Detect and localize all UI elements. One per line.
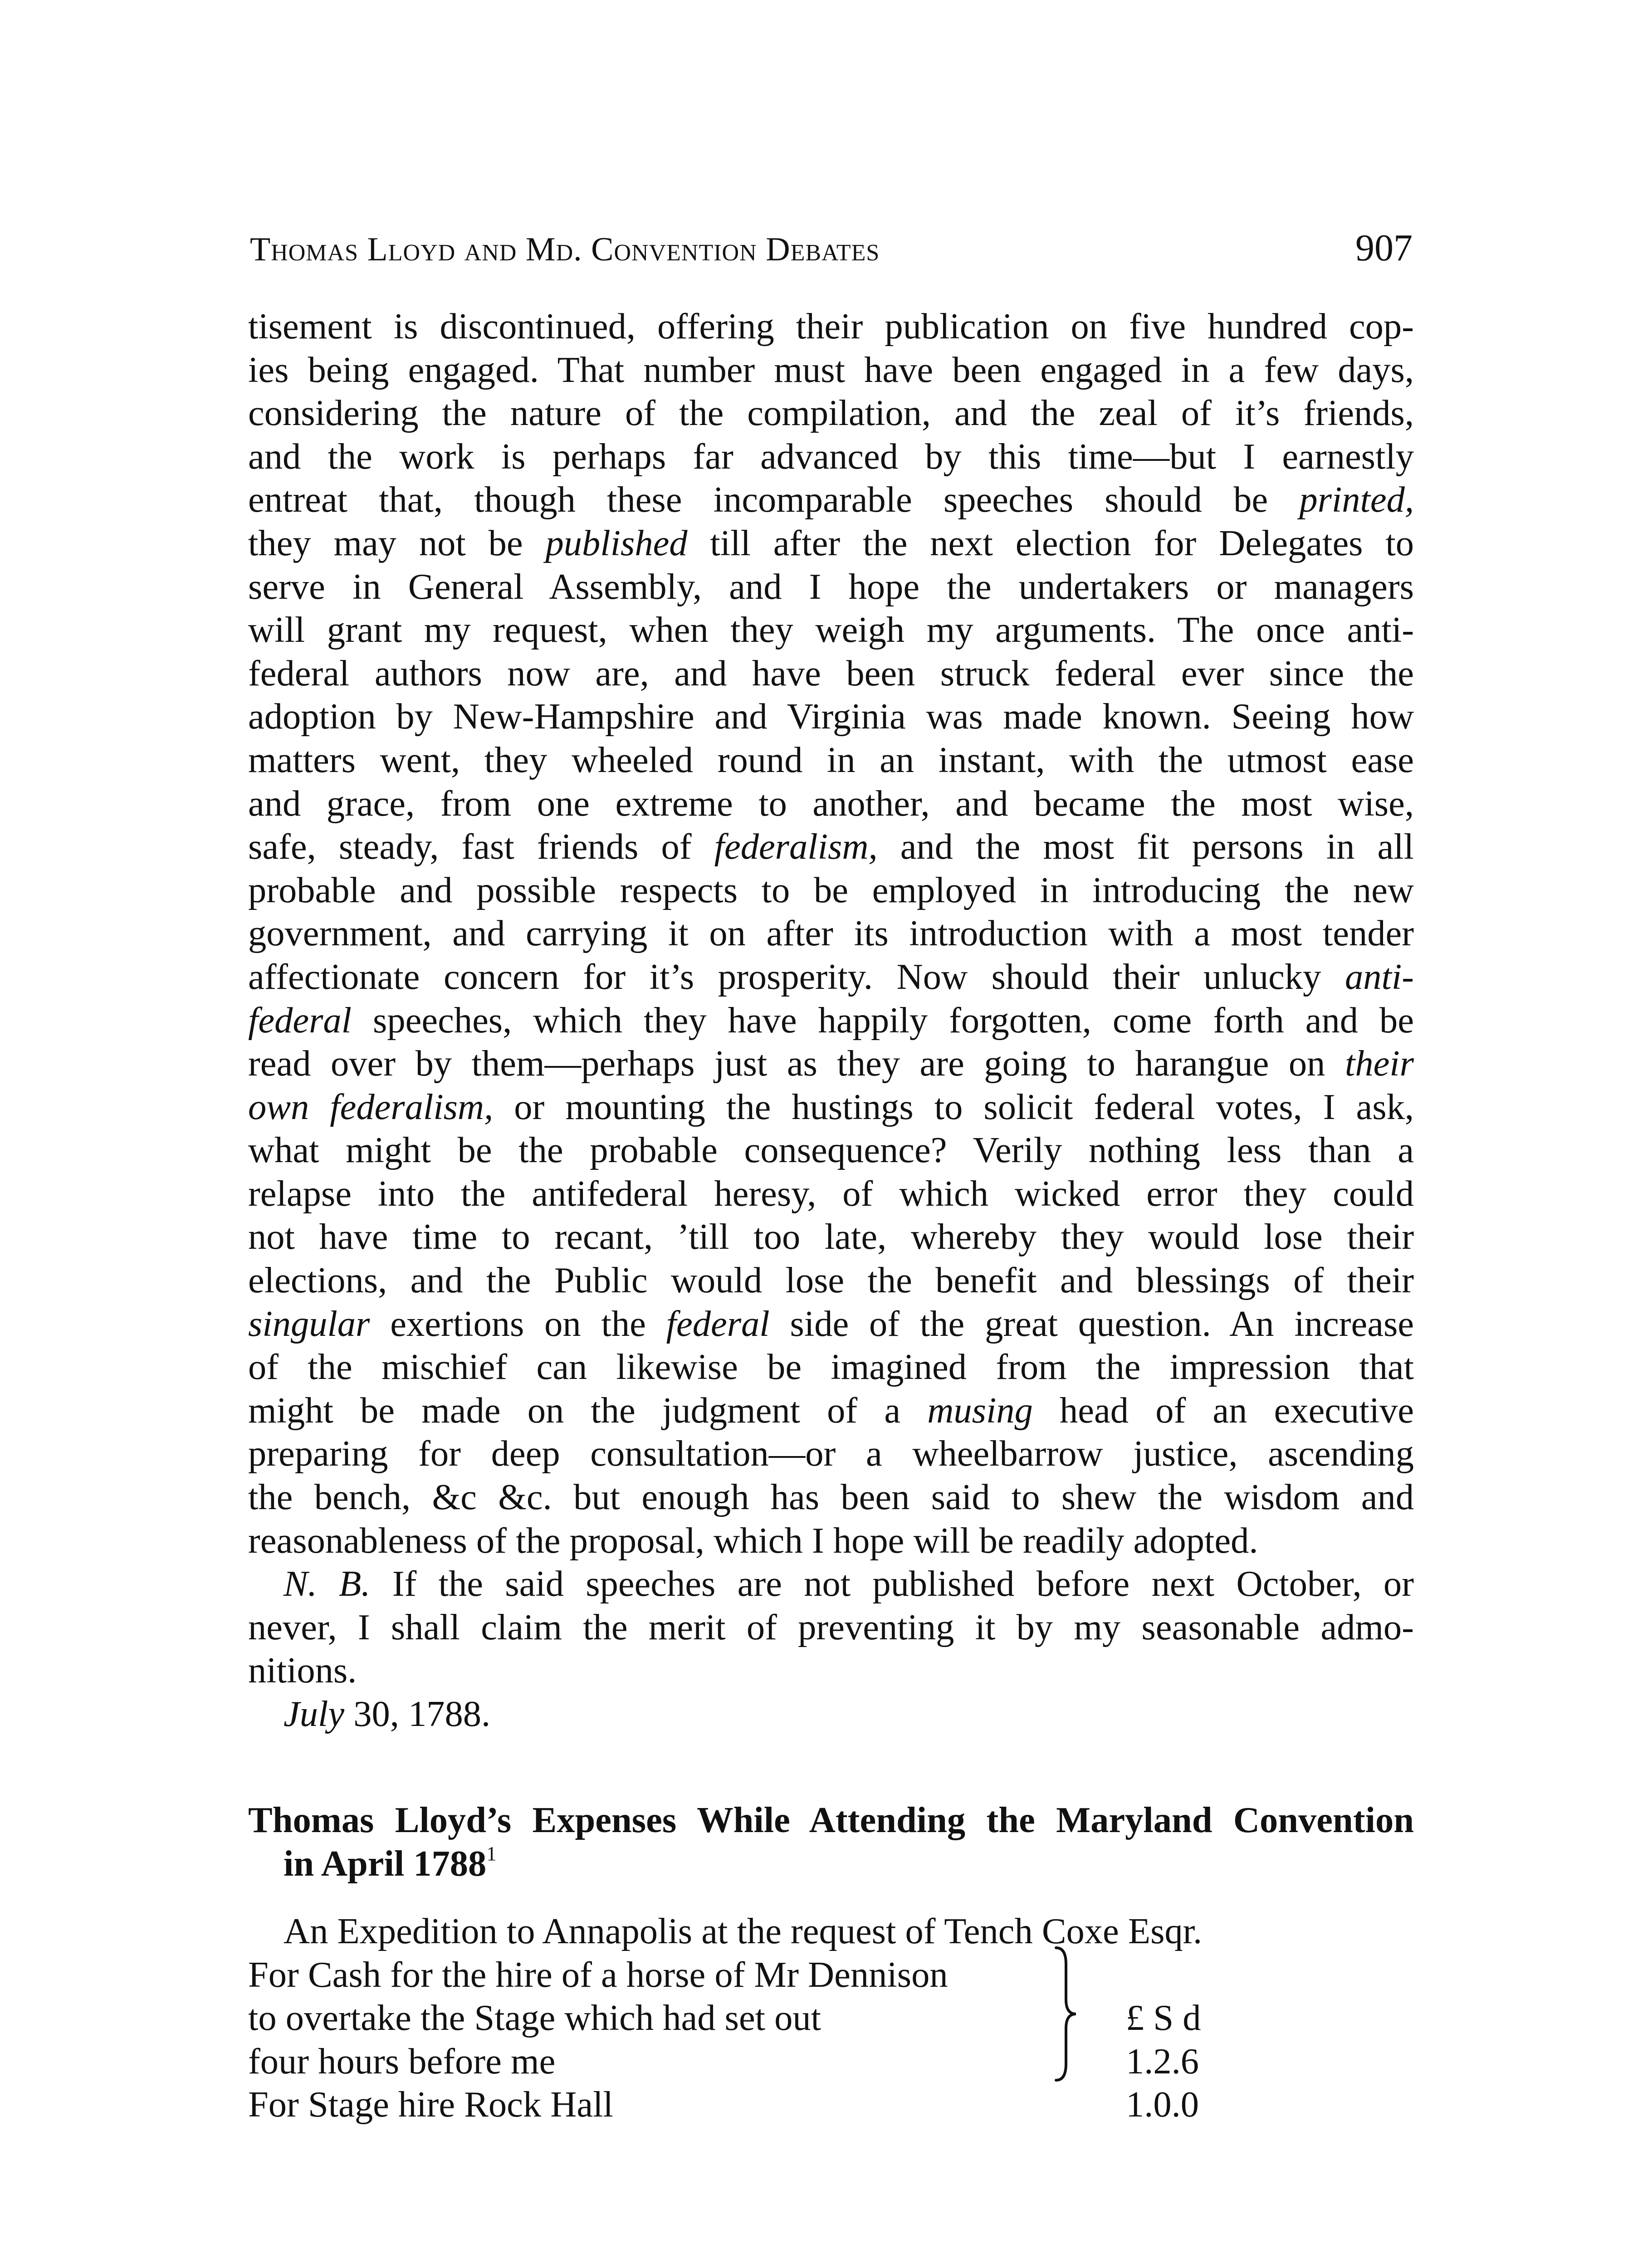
heading-line: Thomas Lloyd’s Expenses While Attending the Maryland Convention [248, 1800, 1414, 1840]
text-line: federal speeches, which they have happily forgotten, come forth and be [248, 1000, 1414, 1041]
text-line: ies being engaged. That number must have been engaged in a few days, [248, 349, 1414, 390]
body-text [248, 305, 1414, 1736]
text-line: nitions. [248, 1650, 357, 1691]
italic-text: published [545, 523, 688, 563]
text-line: affectionate concern for it’s prosperity. Now should their unlucky anti- [248, 956, 1414, 997]
italic-text: federal [666, 1303, 770, 1344]
italic-text: federal [248, 1000, 352, 1041]
text-line: and grace, from one extreme to another, and became the most wise, [248, 783, 1414, 824]
text-line: N. B. If the said speeches are not published before next October, or [284, 1564, 1414, 1604]
text-line: singular exertions on the federal side of the great question. An increase [248, 1303, 1414, 1344]
amount: 1.0.0 [1126, 2084, 1199, 2125]
footnote-marker: 1 [486, 1842, 497, 1865]
currency-header: £ S d [1126, 1998, 1201, 2038]
text-line: the bench, &c &c. but enough has been said to shew the wisdom and [248, 1477, 1414, 1518]
text-line: read over by them—perhaps just as they are going to harangue on their [248, 1043, 1414, 1084]
text-line: not have time to recant, ’till too late, whereby they would lose their [248, 1217, 1414, 1257]
amount: 1.2.6 [1126, 2041, 1199, 2082]
running-head [250, 226, 1413, 276]
text-line: relapse into the antifederal heresy, of which wicked error they could [248, 1173, 1414, 1214]
italic-text: printed, [1299, 479, 1414, 520]
account-row: to overtake the Stage which had set out £ S d [248, 1996, 1414, 2040]
text-line: will grant my request, when they weigh my arguments. The once anti- [248, 610, 1414, 650]
italic-text: July [284, 1694, 345, 1734]
account-row: For Cash for the hire of a horse of Mr Dennison [248, 1954, 948, 1995]
italic-text: singular [248, 1303, 370, 1344]
italic-text: musing [927, 1390, 1033, 1431]
text-line: government, and carrying it on after its introduction with a most tender [248, 913, 1414, 954]
text-line: serve in General Assembly, and I hope the undertakers or managers [248, 566, 1414, 607]
text-line: federal authors now are, and have been struck federal ever since the [248, 653, 1414, 694]
expense-account [248, 1910, 1414, 2126]
text-line: never, I shall claim the merit of preventing it by my seasonable admo- [248, 1607, 1414, 1647]
text-line: what might be the probable consequence? Verily nothing less than a [248, 1130, 1414, 1171]
account-row: For Stage hire Rock Hall 1.0.0 [248, 2083, 1414, 2126]
italic-text: own federalism, [248, 1086, 494, 1127]
text-line: tisement is discontinued, offering their publication on five hundred cop- [248, 306, 1414, 347]
text-line: reasonableness of the proposal, which I hope will be readily adopted. [248, 1520, 1258, 1561]
text-line: might be made on the judgment of a musing head of an executive [248, 1390, 1414, 1431]
text-line: safe, steady, fast friends of federalism, and the most fit persons in all [248, 826, 1414, 867]
text-line: they may not be published till after the next election for Delegates to [248, 523, 1414, 563]
text-line: preparing for deep consultation—or a wheelbarrow justice, ascending [248, 1433, 1414, 1474]
text-line: matters went, they wheeled round in an instant, with the utmost ease [248, 739, 1414, 780]
text-line: of the mischief can likewise be imagined from the impression that [248, 1347, 1414, 1388]
heading-line: in April 1788$^1$ [284, 1842, 497, 1884]
italic-text: federalism, [714, 826, 878, 867]
italic-text: their [1345, 1043, 1414, 1084]
text-line: entreat that, though these incomparable speeches should be printed, [248, 479, 1414, 520]
running-title: Thomas Lloyd and Md. Convention Debates [250, 231, 880, 268]
text-line: elections, and the Public would lose the benefit and blessings of their [248, 1260, 1414, 1301]
section-heading [248, 1799, 1414, 1885]
text-line: adoption by New-Hampshire and Virginia was made known. Seeing how [248, 696, 1414, 737]
text-line: considering the nature of the compilation, and the zeal of it’s friends, [248, 393, 1414, 434]
account-intro: An Expedition to Annapolis at the request of Tench Coxe Esqr. [284, 1911, 1203, 1951]
page-number: 907 [1355, 227, 1413, 269]
dateline: July 30, 1788. [284, 1694, 491, 1734]
right-brace [1052, 1946, 1080, 2082]
text-line: probable and possible respects to be employed in introducing the new [248, 870, 1414, 910]
italic-text: N. B. [284, 1564, 371, 1604]
account-row: four hours before me 1.2.6 [248, 2040, 1414, 2083]
text-line: and the work is perhaps far advanced by this time—but I earnestly [248, 436, 1414, 477]
text-line: own federalism, or mounting the hustings to solicit federal votes, I ask, [248, 1086, 1414, 1127]
italic-text: anti- [1345, 956, 1414, 997]
